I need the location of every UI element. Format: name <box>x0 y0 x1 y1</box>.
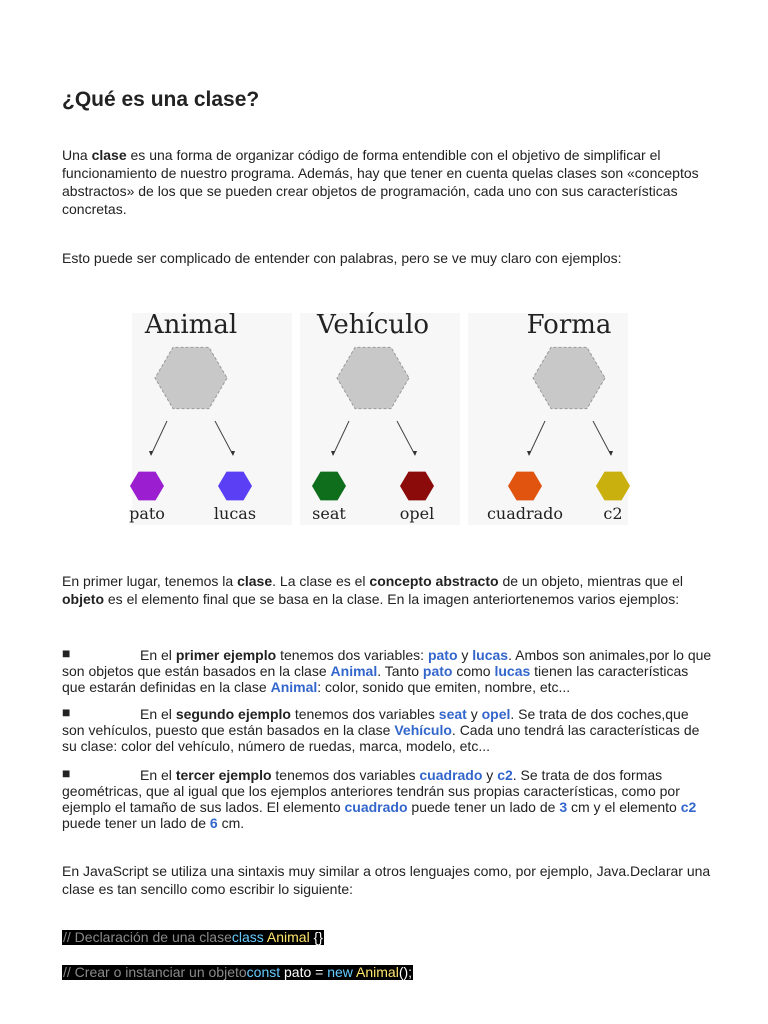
object-label: pato <box>129 504 165 523</box>
class-diagram <box>128 305 632 535</box>
code-line-instantiate-object: // Crear o instanciar un objetoconst pato = new Animal(); <box>63 964 413 980</box>
object-label: c2 <box>603 504 623 523</box>
page-title: ¿Qué es una clase? <box>62 88 260 111</box>
bullet-third-example: En el tercer ejemplo tenemos dos variables cuadrado y c2. Se trata de dos formas geométricas, que al igual que los ejemplos anteriores tendrán sus propias características, como por ejemplo el tamaño de sus lados. El elemento cuadrado puede tener un lado de 3 cm y el elemento c2 puede tener un lado de 6 cm. <box>62 767 697 831</box>
bullet-first-example: En el primer ejemplo tenemos dos variables: pato y lucas. Ambos son animales,por lo que son objetos que están basados en la clase Animal. Tanto pato como lucas tienen las características que estarán definidas en la clase Animal: color, sonido que emiten, nombre, etc... <box>62 647 712 695</box>
example-intro-line: Esto puede ser complicado de entender con palabras, pero se ve muy claro con ejemplos: <box>62 250 622 266</box>
bullet-marker: ■ <box>62 645 71 661</box>
object-label: seat <box>312 504 346 523</box>
object-label: lucas <box>213 504 257 523</box>
object-label: opel <box>399 504 435 523</box>
class-title: Animal <box>144 310 238 340</box>
bullet-marker: ■ <box>62 704 71 720</box>
class-title: Forma <box>526 310 612 340</box>
bullet-marker: ■ <box>62 765 71 781</box>
javascript-paragraph: En JavaScript se utiliza una sintaxis muy similar a otros lenguajes como, por ejemplo, Java.Declarar una clase es tan sencillo como escribir lo siguiente: <box>62 863 711 897</box>
intro-paragraph: Una clase es una forma de organizar código de forma entendible con el objetivo de simplificar el funcionamiento de nuestro programa. Además, hay que tener en cuenta quelas clases son «conceptos abstractos» de los que se pueden crear objetos de programación, cada uno con sus características concretas. <box>62 147 699 217</box>
class-diagram-svg <box>128 305 632 535</box>
object-label: cuadrado <box>486 504 564 523</box>
concept-paragraph: En primer lugar, tenemos la clase. La clase es el concepto abstracto de un objeto, mientras que el objeto es el elemento final que se basa en la clase. En la imagen anteriortenemos varios ejemplos: <box>62 573 684 607</box>
class-title: Vehículo <box>316 310 430 340</box>
bullet-second-example: En el segundo ejemplo tenemos dos variables seat y opel. Se trata de dos coches,que son vehículos, puesto que están basados en la clase Vehículo. Cada uno tendrá las características de su clase: color del vehículo, número de ruedas, marca, modelo, etc... <box>62 706 700 754</box>
code-line-declare-class: // Declaración de una claseclass Animal {} <box>63 929 323 945</box>
